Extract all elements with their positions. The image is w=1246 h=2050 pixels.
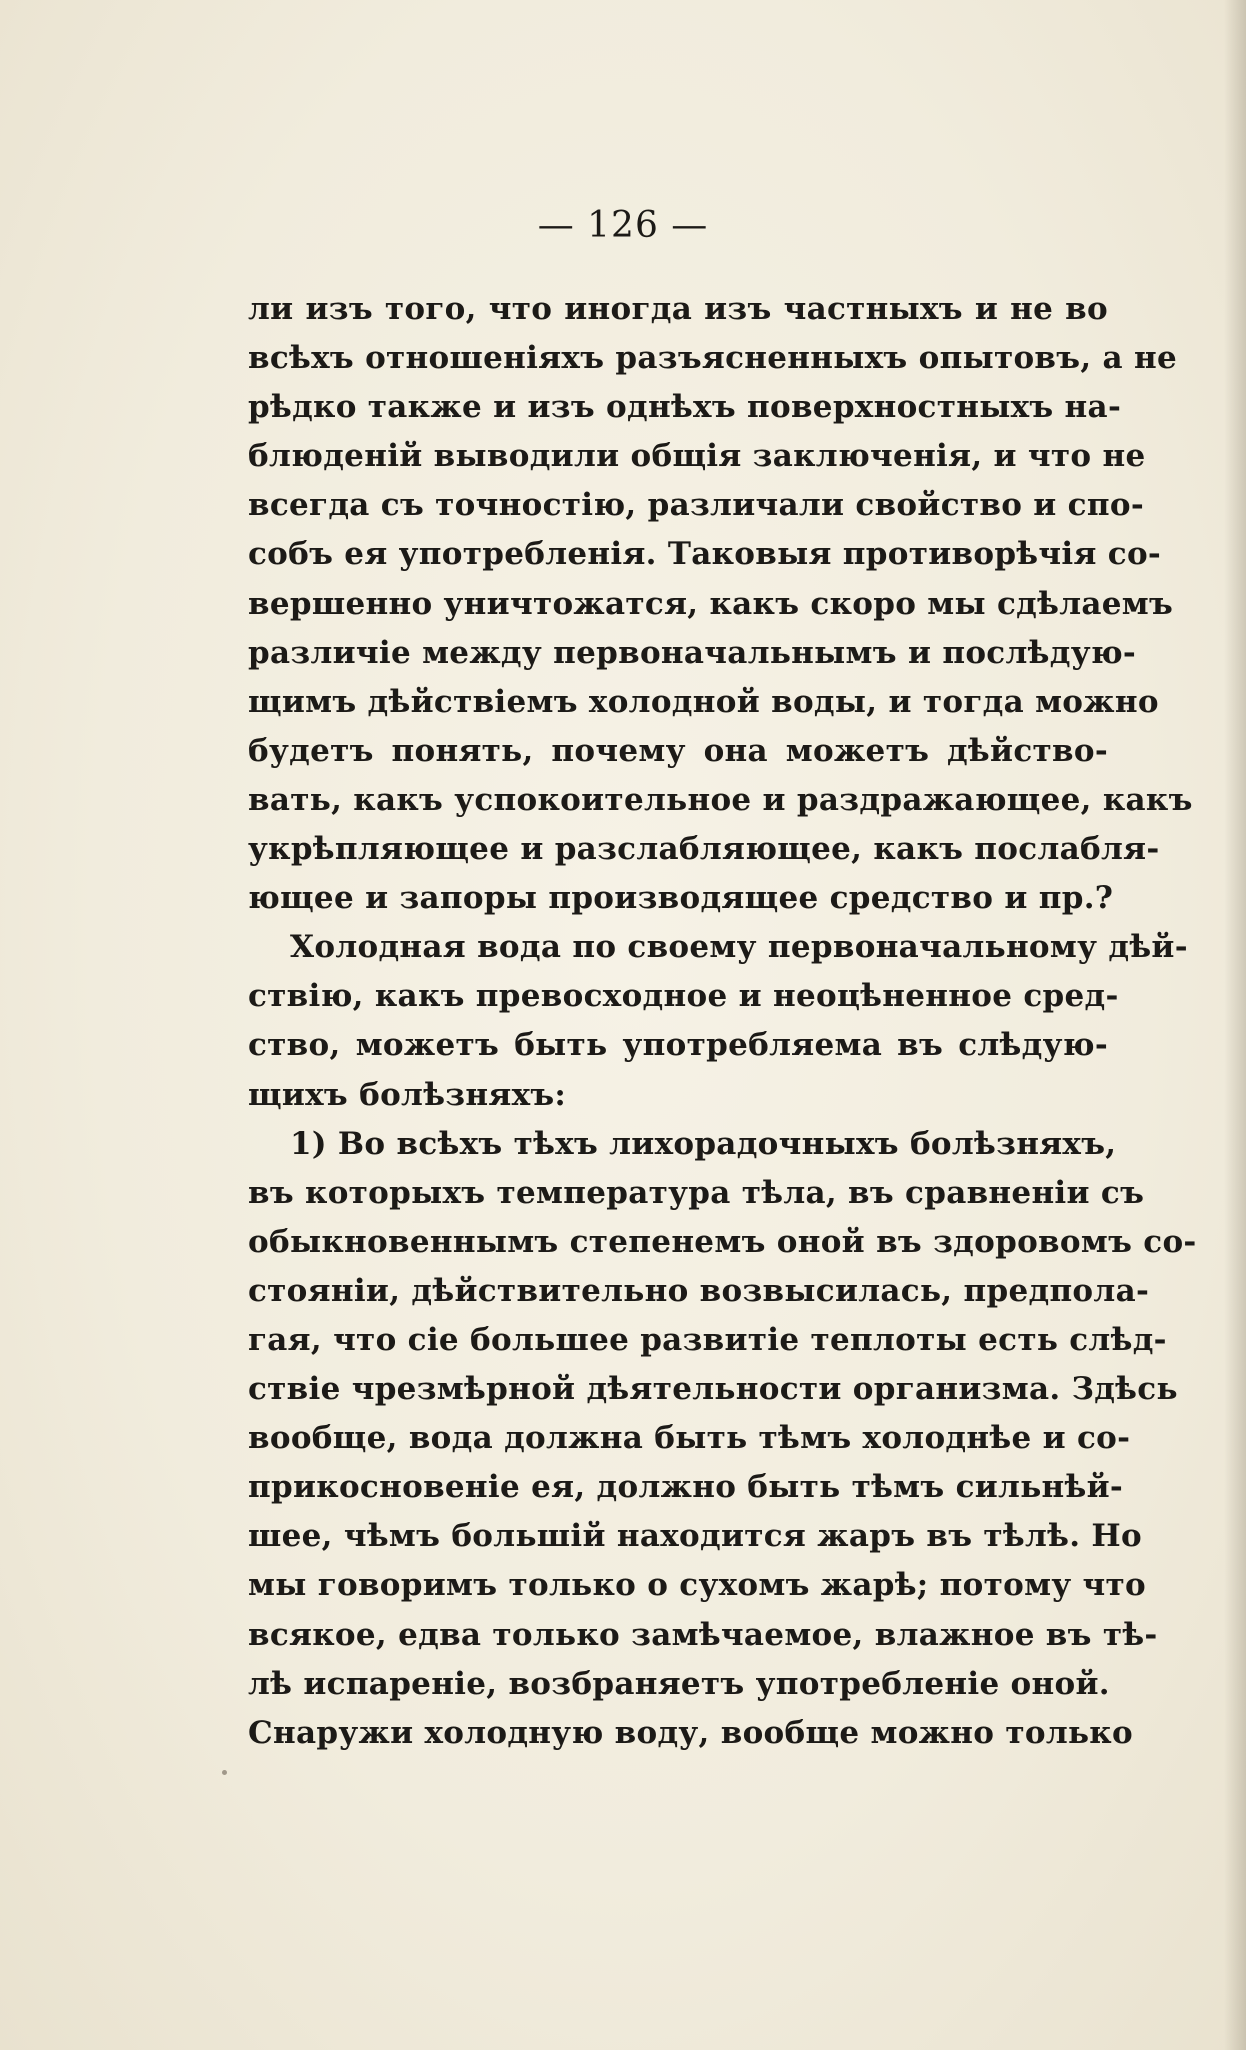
text-line: ствіе чрезмѣрной дѣятельности организма. Здѣсь xyxy=(248,1371,1178,1408)
text-line: ющее и запоры производящее средство и пр.? xyxy=(248,880,1114,917)
text-line: лѣ испареніе, возбраняетъ употребленіе оной. xyxy=(248,1665,1110,1702)
text-line: собъ ея употребленія. Таковыя противорѣчія со- xyxy=(248,536,1162,573)
text-line: вать, какъ успокоительное и раздражающее, какъ xyxy=(248,781,1193,818)
page-edge-shadow xyxy=(1224,0,1246,2050)
text-line: гая, что сіе большее развитіе теплоты есть слѣд- xyxy=(248,1321,1167,1358)
text-line: укрѣпляющее и разслабляющее, какъ послабля- xyxy=(248,831,1160,868)
text-line: будетъ понять, почему она можетъ дѣйство- xyxy=(248,732,1108,769)
text-line: 1) Во всѣхъ тѣхъ лихорадочныхъ болѣзняхъ, xyxy=(290,1125,1117,1162)
text-line: прикосновеніе ея, должно быть тѣмъ сильнѣй- xyxy=(248,1469,1124,1506)
text-line: блюденій выводили общія заключенія, и что не xyxy=(248,438,1146,475)
text-line: щихъ болѣзняхъ: xyxy=(248,1076,567,1113)
text-line: щимъ дѣйствіемъ холодной воды, и тогда можно xyxy=(248,683,1159,720)
text-line: стояніи, дѣйствительно возвысилась, предпола- xyxy=(248,1272,1150,1309)
text-line: Холодная вода по своему первоначальному дѣй- xyxy=(290,929,1188,966)
text-line: всякое, едва только замѣчаемое, влажное въ тѣ- xyxy=(248,1616,1158,1653)
body-text xyxy=(248,285,1197,1758)
text-line: ли изъ того, что иногда изъ частныхъ и не во xyxy=(248,291,1108,327)
text-line: мы говоримъ только о сухомъ жарѣ; потому что xyxy=(248,1567,1147,1604)
text-line: ствію, какъ превосходное и неоцѣненное сред- xyxy=(248,978,1119,1015)
text-line: шее, чѣмъ большій находится жаръ въ тѣлѣ. Но xyxy=(248,1518,1142,1555)
text-line: вершенно уничтожатся, какъ скоро мы сдѣлаемъ xyxy=(248,585,1174,622)
page-number: — 126 — xyxy=(537,205,709,246)
text-line: рѣдко также и изъ однѣхъ поверхностныхъ на- xyxy=(248,389,1122,426)
text-line: въ которыхъ температура тѣла, въ сравненіи съ xyxy=(248,1174,1145,1211)
text-line: всѣхъ отношеніяхъ разъясненныхъ опытовъ, а не xyxy=(248,340,1178,377)
text-line: обыкновеннымъ степенемъ оной въ здоровомъ со- xyxy=(248,1223,1197,1260)
text-line: всегда съ точностію, различали свойство и спо- xyxy=(248,487,1144,524)
text-line: ство, можетъ быть употребляема въ слѣдую- xyxy=(248,1027,1108,1064)
ink-speck xyxy=(222,1770,227,1775)
text-line: вообще, вода должна быть тѣмъ холоднѣе и со- xyxy=(248,1420,1131,1457)
text-line: Снаружи холодную воду, вообще можно только xyxy=(248,1714,1133,1751)
text-line: различіе между первоначальнымъ и послѣдую- xyxy=(248,634,1137,671)
